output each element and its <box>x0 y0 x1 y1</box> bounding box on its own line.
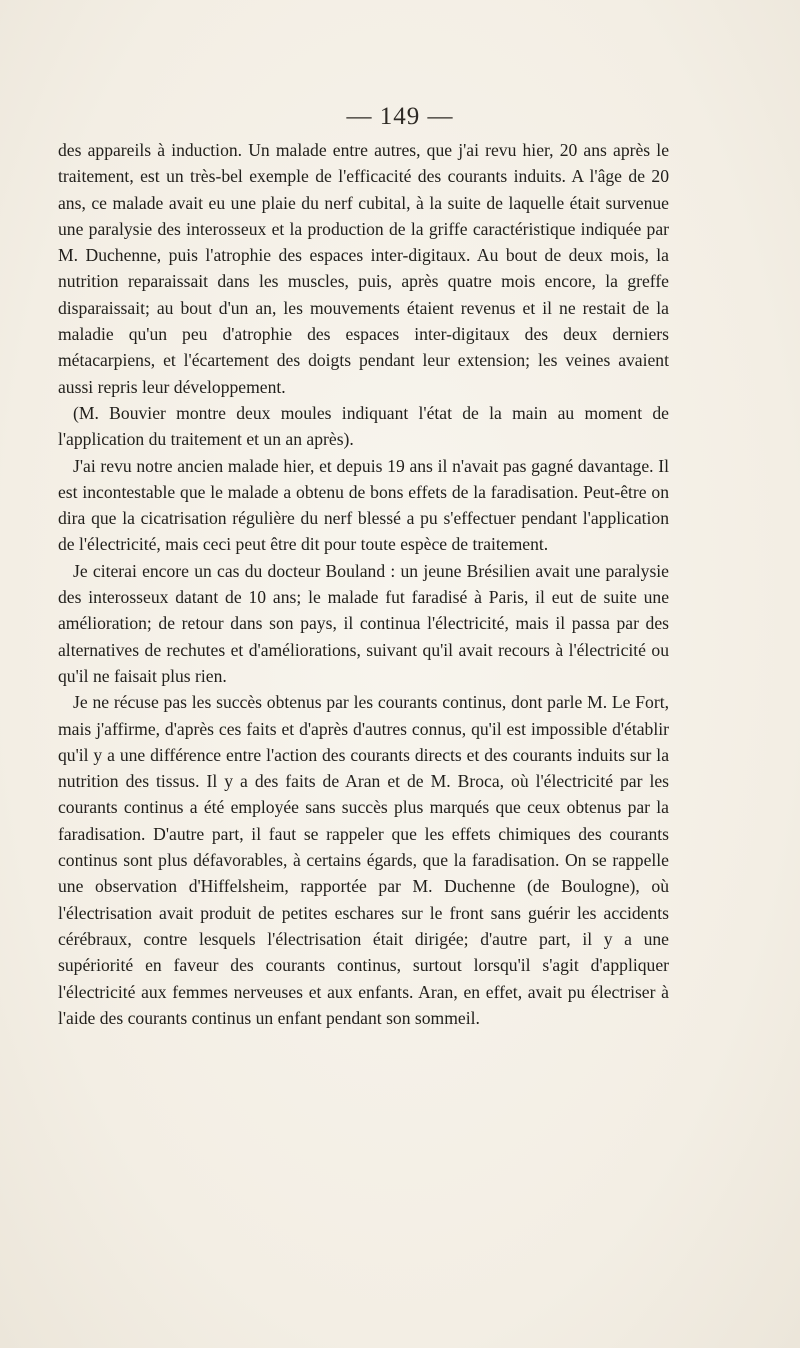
body-text <box>58 137 669 1031</box>
paragraph: (M. Bouvier montre deux moules indiquant l'état de la main au moment de l'application du traitement et un an après). <box>58 402 669 450</box>
paragraph: des appareils à induction. Un malade entre autres, que j'ai revu hier, 20 ans après le traitement, est un très-bel exemple de l'efficacité des courants induits. A l'âge de 20 ans, ce malade avait eu une plaie du nerf cubital, à la suite de laquelle était survenue une paralysie des interosseux et la production de la griffe caractéristique indiquée par M. Duchenne, puis l'atrophie des espaces inter-digitaux. Au bout de deux mois, la nutrition reparaissait dans les muscles, puis, après quatre mois encore, la greffe disparaissait; au bout d'un an, les mouvements étaient revenus et il ne restait de la maladie qu'un peu d'atrophie des espaces inter-digitaux des deux derniers métacarpiens, et l'écartement des doigts pendant leur extension; les veines avaient aussi repris leur développement. <box>58 140 669 397</box>
page-number: — 149 — <box>346 103 454 130</box>
paragraph: Je ne récuse pas les succès obtenus par les courants continus, dont parle M. Le Fort, mais j'affirme, d'après ces faits et d'après d'autres connus, qu'il est impossible d'établir qu'il y a une différence entre l'action des courants directs et des courants induits sur la nutrition des tissus. Il y a des faits de Aran et de M. Broca, où l'électricité par les courants continus a été employée sans succès plus marqués que ceux obtenus par la faradisation. D'autre part, il faut se rappeler que les effets chimiques des courants continus sont plus défavorables, à certains égards, que la faradisation. On se rappelle une observation d'Hiffelsheim, rapportée par M. Duchenne (de Boulogne), où l'électrisation avait produit de petites eschares sur le front sans guérir les accidents cérébraux, contre lesquels l'électrisation était dirigée; d'autre part, il y a une supériorité en faveur des courants continus, surtout lorsqu'il s'agit d'appliquer l'électricité aux femmes nerveuses et aux enfants. Aran, en effet, avait pu électriser à l'aide des courants continus un enfant pendant son sommeil. <box>58 692 669 1028</box>
paragraph: J'ai revu notre ancien malade hier, et depuis 19 ans il n'avait pas gagné davantage. Il est incontestable que le malade a obtenu de bons effets de la faradisation. Peut-être on dira que la cicatrisation régulière du nerf blessé a pu s'effectuer pendant l'application de l'électricité, mais ceci peut être dit pour toute espèce de traitement. <box>58 455 669 555</box>
paragraph: Je citerai encore un cas du docteur Bouland : un jeune Brésilien avait une paralysie des interosseux datant de 10 ans; le malade fut faradisé à Paris, il eut de suite une amélioration; de retour dans son pays, il continua l'électricité, mais il passa par des alternatives de rechutes et d'améliorations, suivant qu'il avait recours à l'électricité ou qu'il ne faisait plus rien. <box>58 560 669 686</box>
